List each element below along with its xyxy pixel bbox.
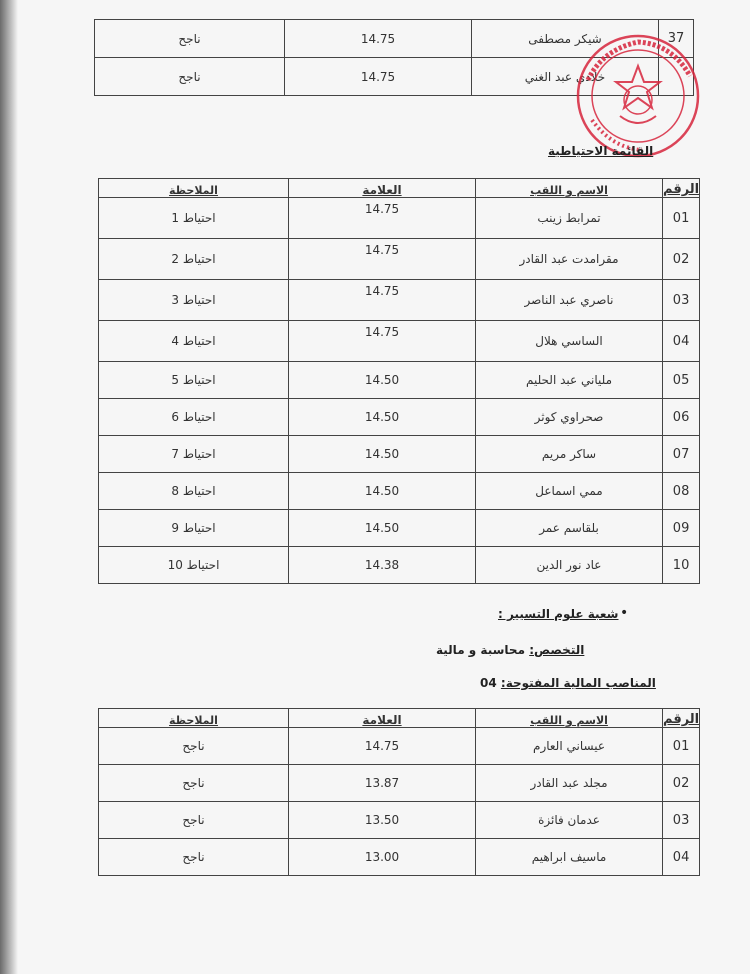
header-grade: العلامة <box>289 709 476 728</box>
table-header-row <box>99 179 700 198</box>
row-name: عيساني العارم <box>476 728 663 765</box>
row-number: 01 <box>663 728 700 765</box>
row-grade: 14.75 <box>289 280 476 321</box>
results-table <box>98 708 700 876</box>
official-stamp-icon <box>572 30 704 162</box>
specialty-heading: التخصص: محاسبة و مالية <box>436 643 585 657</box>
row-note: احتياط 9 <box>99 510 289 547</box>
row-grade: 14.75 <box>285 20 472 58</box>
row-note: احتياط 2 <box>99 239 289 280</box>
row-grade: 14.50 <box>289 399 476 436</box>
row-number: 37 <box>659 20 694 58</box>
row-number: 03 <box>663 802 700 839</box>
row-number: 04 <box>663 321 700 362</box>
table-row <box>99 728 700 765</box>
header-note: الملاحظة <box>99 709 289 728</box>
reserve-table <box>98 178 700 584</box>
table-row <box>99 436 700 473</box>
row-name: الساسي هلال <box>476 321 663 362</box>
table-row <box>99 321 700 362</box>
row-number: 05 <box>663 362 700 399</box>
row-note: احتياط 6 <box>99 399 289 436</box>
header-grade: العلامة <box>289 179 476 198</box>
row-name: ماسيف ابراهيم <box>476 839 663 876</box>
reserve-list-title: القائمة الاحتياطية <box>548 144 654 158</box>
row-name: صحراوي كوثر <box>476 399 663 436</box>
row-name: خلادي عبد الغني <box>472 58 659 96</box>
row-number: 08 <box>663 473 700 510</box>
header-name: الاسم و اللقب <box>476 709 663 728</box>
row-note: احتياط 10 <box>99 547 289 584</box>
row-name: شيكر مصطفى <box>472 20 659 58</box>
row-grade: 14.50 <box>289 362 476 399</box>
row-number: 09 <box>663 510 700 547</box>
row-grade: 14.75 <box>289 728 476 765</box>
table-row <box>99 473 700 510</box>
row-note: احتياط 7 <box>99 436 289 473</box>
open-posts-heading: المناصب المالية المفتوحة: 04 <box>480 676 656 690</box>
row-number: 02 <box>663 239 700 280</box>
row-grade: 14.75 <box>285 58 472 96</box>
row-note: ناجح <box>95 58 285 96</box>
row-grade: 14.75 <box>289 321 476 362</box>
row-grade: 14.75 <box>289 198 476 239</box>
row-number: 01 <box>663 198 700 239</box>
row-note: احتياط 1 <box>99 198 289 239</box>
row-grade: 14.75 <box>289 239 476 280</box>
row-number: 03 <box>663 280 700 321</box>
branch-heading: شعبة علوم التسيير : <box>498 607 619 621</box>
row-name: ساكر مريم <box>476 436 663 473</box>
row-name: مقرامدت عبد القادر <box>476 239 663 280</box>
table-row <box>99 198 700 239</box>
row-grade: 14.50 <box>289 473 476 510</box>
row-note: احتياط 4 <box>99 321 289 362</box>
row-number: 10 <box>663 547 700 584</box>
table-row <box>99 547 700 584</box>
row-grade: 13.87 <box>289 765 476 802</box>
row-grade: 14.38 <box>289 547 476 584</box>
row-note: احتياط 3 <box>99 280 289 321</box>
row-name: عدمان فائزة <box>476 802 663 839</box>
row-name: عاد نور الدين <box>476 547 663 584</box>
row-grade: 13.50 <box>289 802 476 839</box>
row-name: مجلد عبد القادر <box>476 765 663 802</box>
row-note: ناجح <box>95 20 285 58</box>
row-grade: 13.00 <box>289 839 476 876</box>
header-note: الملاحظة <box>99 179 289 198</box>
row-grade: 14.50 <box>289 510 476 547</box>
page-edge-shadow <box>0 0 18 974</box>
table-header-row <box>99 709 700 728</box>
row-number: 06 <box>663 399 700 436</box>
header-name: الاسم و اللقب <box>476 179 663 198</box>
row-number: 04 <box>663 839 700 876</box>
header-number: الرقم <box>663 179 700 198</box>
row-grade: 14.50 <box>289 436 476 473</box>
table-row <box>99 239 700 280</box>
row-note: احتياط 5 <box>99 362 289 399</box>
row-number: 02 <box>663 765 700 802</box>
row-note: ناجح <box>99 839 289 876</box>
row-note: ناجح <box>99 765 289 802</box>
table-row <box>99 802 700 839</box>
table-row <box>99 399 700 436</box>
table-row <box>99 362 700 399</box>
row-name: تمرابط زينب <box>476 198 663 239</box>
table-row <box>99 280 700 321</box>
row-note: ناجح <box>99 728 289 765</box>
table-row <box>99 510 700 547</box>
bullet-icon: • <box>620 605 629 621</box>
table-row <box>99 765 700 802</box>
row-note: احتياط 8 <box>99 473 289 510</box>
row-note: ناجح <box>99 802 289 839</box>
row-name: ممي اسماعل <box>476 473 663 510</box>
row-number: 07 <box>663 436 700 473</box>
row-name: ملياني عبد الحليم <box>476 362 663 399</box>
header-number: الرقم <box>663 709 700 728</box>
table-row <box>99 839 700 876</box>
row-name: ناصري عبد الناصر <box>476 280 663 321</box>
row-name: بلقاسم عمر <box>476 510 663 547</box>
